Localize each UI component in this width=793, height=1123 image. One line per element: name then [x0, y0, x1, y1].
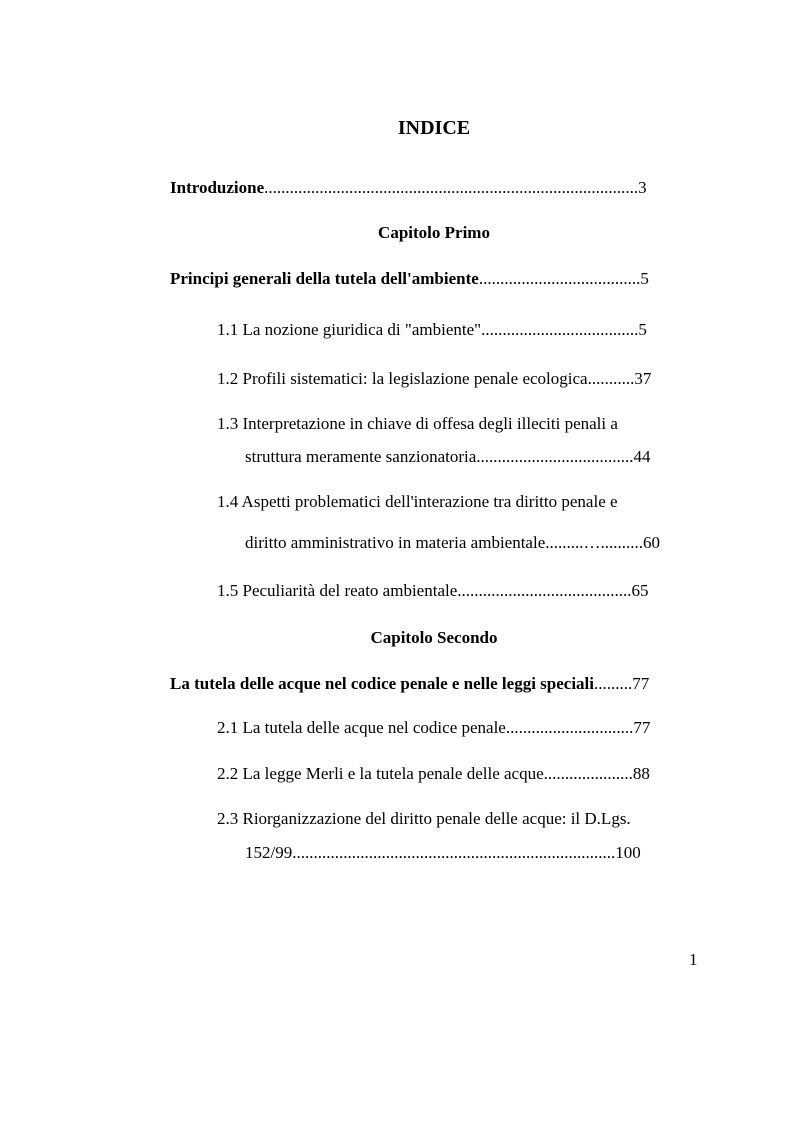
- toc-entry-leader: .....................: [543, 764, 633, 783]
- toc-entry-text: 1.1 La nozione giuridica di "ambiente": [217, 320, 482, 339]
- toc-entry-leader: ........................................: [461, 581, 632, 600]
- toc-entry-page: 100: [615, 843, 641, 862]
- toc-entry-page: 3: [638, 178, 647, 197]
- toc-entry-1-5: [217, 581, 649, 601]
- toc-entry-leader: ............................................................................: [292, 843, 616, 862]
- page-number: 1: [689, 950, 698, 969]
- toc-entry-page: 77: [633, 718, 651, 737]
- toc-entry-1-4-line1: 1.4 Aspetti problematici dell'interazione tra diritto penale e: [217, 492, 618, 511]
- toc-entry-leader: ..............................: [505, 718, 634, 737]
- toc-entry-1-4-line2: [245, 533, 660, 553]
- toc-entry-leader: ......................................: [478, 269, 641, 288]
- toc-entry-2-2: [217, 764, 650, 784]
- toc-entry-leader: .........: [594, 674, 633, 693]
- toc-entry-1-3-line1: 1.3 Interpretazione in chiave di offesa degli illeciti penali a: [217, 414, 618, 433]
- toc-entry-2-3-line1: 2.3 Riorganizzazione del diritto penale delle acque: il D.Lgs.: [217, 809, 631, 828]
- toc-entry-page: 5: [638, 320, 647, 339]
- toc-entry-leader: ........................................................................................: [264, 178, 639, 197]
- toc-entry-1-1: [217, 320, 647, 340]
- chapter-heading-primo: Capitolo Primo: [378, 223, 490, 242]
- toc-entry-page: 77: [632, 674, 650, 693]
- toc-entry-text: 1.2 Profili sistematici: la legislazione penale ecologica: [217, 369, 588, 388]
- toc-entry-leader: ....................................: [480, 447, 634, 466]
- toc-entry-text: 2.1 La tutela delle acque nel codice penale: [217, 718, 506, 737]
- toc-entry-introduzione: [170, 178, 647, 198]
- toc-entry-leader: ...........: [587, 369, 635, 388]
- toc-entry-2-3-line2: [245, 843, 641, 863]
- toc-entry-text: La tutela delle acque nel codice penale e nelle leggi speciali: [170, 674, 594, 693]
- toc-entry-1-2: [217, 369, 651, 389]
- toc-entry-text: 152/99: [245, 843, 293, 862]
- chapter-heading-secondo: Capitolo Secondo: [370, 628, 498, 647]
- toc-entry-tutela-acque: [170, 674, 649, 694]
- toc-entry-page: 44: [633, 447, 651, 466]
- toc-entry-text: diritto amministrativo in materia ambientale: [245, 533, 546, 552]
- toc-entry-page: 5: [640, 269, 649, 288]
- toc-entry-leader: .........…..........: [545, 533, 643, 552]
- toc-entry-text: 2.2 La legge Merli e la tutela penale delle acque: [217, 764, 544, 783]
- toc-entry-page: 88: [632, 764, 650, 783]
- toc-entry-2-1: [217, 718, 650, 738]
- toc-entry-page: 60: [643, 533, 660, 552]
- page-title: INDICE: [397, 117, 471, 139]
- toc-entry-text: struttura meramente sanzionatoria.: [245, 447, 481, 466]
- toc-entry-text: Principi generali della tutela dell'ambiente: [170, 269, 479, 288]
- toc-entry-page: 65: [631, 581, 649, 600]
- toc-entry-principi-generali: [170, 269, 649, 289]
- toc-entry-page: 37: [634, 369, 652, 388]
- toc-entry-1-3-line2: [245, 447, 651, 467]
- toc-entry-text: 1.5 Peculiarità del reato ambientale.: [217, 581, 462, 600]
- toc-entry-text: Introduzione: [170, 178, 265, 197]
- toc-entry-leader: .....................................: [481, 320, 639, 339]
